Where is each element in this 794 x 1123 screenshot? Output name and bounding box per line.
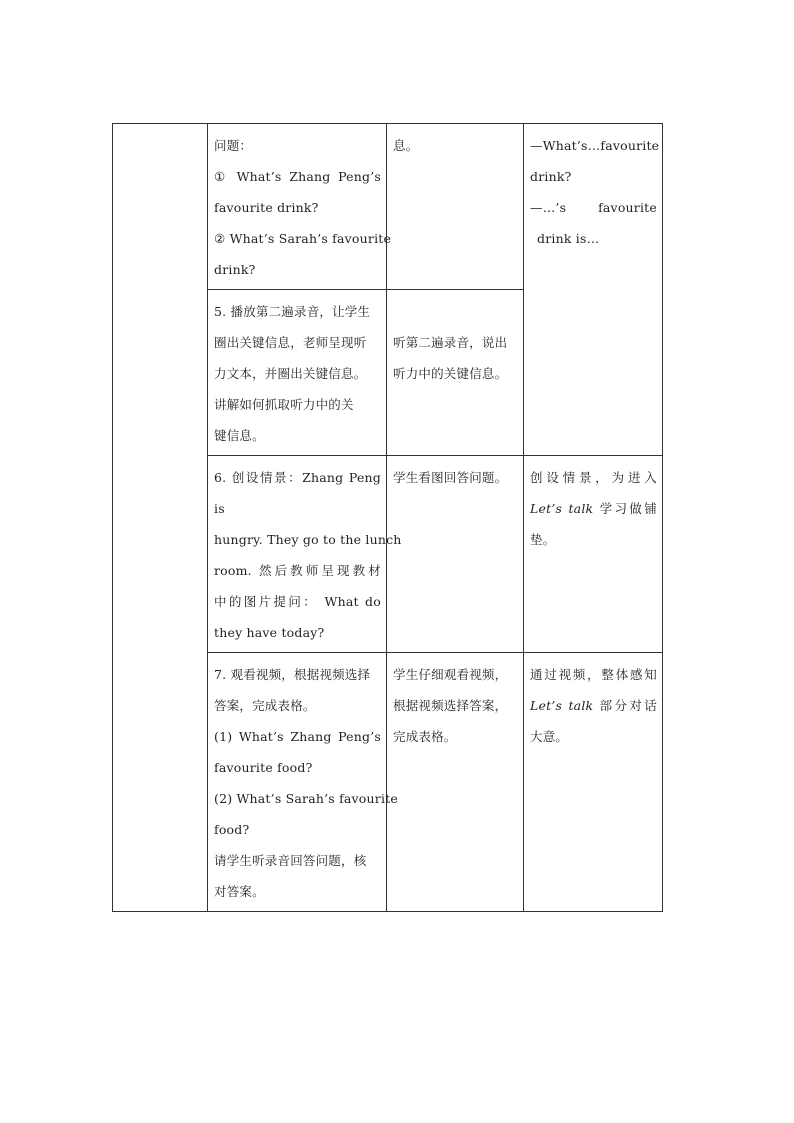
lesson-plan-table [112, 123, 663, 912]
text-line: 问题： [214, 138, 253, 153]
text-line: 学生看图回答问题。 [393, 470, 508, 485]
text-line: ② What’s Sarah’s favourite [214, 231, 392, 246]
teacher-activity-cell [208, 653, 398, 912]
text-line: 听力中的关键信息。 [393, 366, 508, 381]
text-line: 力文本，并圈出关键信息。 [214, 366, 367, 381]
text-line: 息。 [393, 138, 419, 153]
teacher-activity-cell [208, 290, 387, 456]
teacher-activity-cell [208, 456, 402, 653]
stage-cell [113, 124, 208, 912]
text-fragment: 部分对话 [593, 698, 657, 713]
text-line: (2) What’s Sarah’s favourite [214, 791, 398, 806]
text-line: is [214, 501, 225, 516]
text-line: drink? [530, 169, 572, 184]
text-line: 根据视频选择答案， [393, 698, 508, 713]
text-line: 键信息。 [214, 428, 265, 443]
text-line: 完成表格。 [393, 729, 457, 744]
text-line: 7. 观看视频，根据视频选择 [214, 667, 371, 682]
text-line [530, 690, 657, 721]
text-line: 对答案。 [214, 884, 265, 899]
text-line: 学生仔细观看视频， [393, 667, 508, 682]
text-line: —What’s…favourite [530, 138, 660, 153]
text-line: 听第二遍录音，说出 [393, 335, 508, 350]
text-line: 中的图片提问： What do [214, 594, 381, 609]
text-line: favourite drink? [214, 200, 319, 215]
text-line: drink is… [537, 231, 600, 246]
text-line [530, 493, 657, 524]
text-line: 垫。 [530, 532, 556, 547]
text-line: drink? [214, 262, 256, 277]
text-line: 请学生听录音回答问题，核 [214, 853, 367, 868]
text-line: (1) What’s Zhang Peng’s [214, 729, 381, 744]
text-line: hungry. They go to the lunch [214, 532, 402, 547]
text-line: 答案，完成表格。 [214, 698, 316, 713]
purpose-cell [524, 124, 663, 456]
text-line: 大意。 [530, 729, 569, 744]
purpose-cell [524, 456, 663, 653]
lets-talk-italic: Let’s talk [530, 698, 594, 713]
student-activity-cell [387, 653, 524, 912]
text-line: ① What’s Zhang Peng’s [214, 169, 381, 184]
text-line: 通过视频，整体感知 [530, 667, 657, 682]
text-line: 讲解如何抓取听力中的关 [214, 397, 354, 412]
text-fragment: 学习做铺 [593, 501, 657, 516]
lets-talk-italic: Let’s talk [530, 501, 594, 516]
student-activity-cell [387, 456, 524, 653]
purpose-cell [524, 653, 663, 912]
student-activity-cell [387, 290, 524, 456]
text-line: 圈出关键信息，老师呈现听 [214, 335, 367, 350]
text-line: favourite food? [214, 760, 313, 775]
text-line: food? [214, 822, 250, 837]
text-line: 6. 创设情景：Zhang Peng [214, 470, 381, 485]
text-line: room. 然后教师呈现教材 [214, 563, 381, 578]
table-row [113, 124, 663, 290]
text-line: they have today? [214, 625, 325, 640]
student-activity-cell [387, 124, 524, 290]
text-line: 创设情景，为进入 [530, 470, 657, 485]
text-line: —…’s favourite [530, 200, 657, 215]
teacher-activity-cell [208, 124, 392, 290]
text-line: 5. 播放第二遍录音，让学生 [214, 304, 371, 319]
